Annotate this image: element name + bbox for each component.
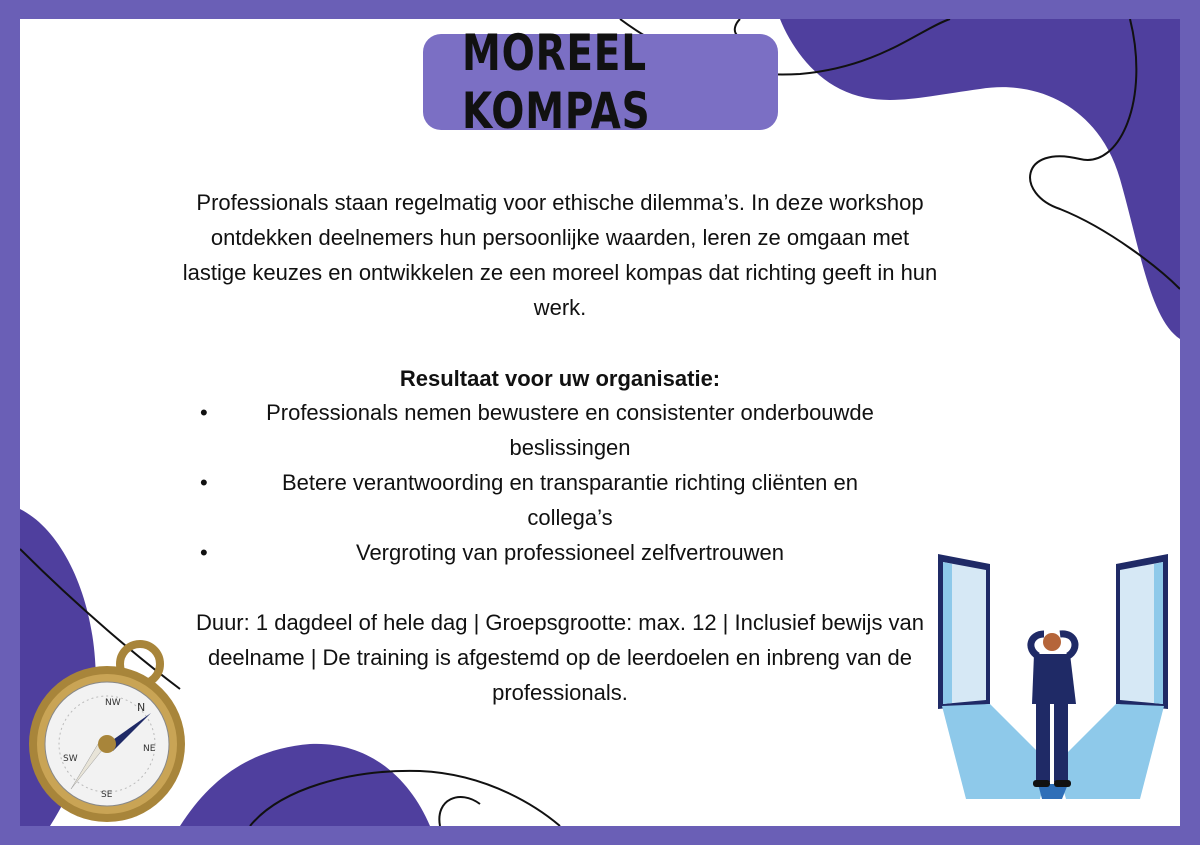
bottom-center-blob bbox=[180, 744, 430, 826]
list-item-text: Vergroting van professioneel zelfvertrouwen bbox=[355, 540, 785, 565]
bullet-icon: • bbox=[200, 400, 208, 425]
flyer-card bbox=[20, 19, 1180, 826]
results-list bbox=[180, 395, 940, 570]
compass-letter-sw: SW bbox=[63, 754, 78, 764]
list-item bbox=[180, 535, 940, 570]
compass-letter-se: SE bbox=[101, 790, 113, 800]
list-item bbox=[180, 465, 940, 535]
results-heading: Resultaat voor uw organisatie: bbox=[399, 366, 721, 391]
person-crossroads-icon bbox=[930, 554, 1175, 824]
compass-icon bbox=[25, 639, 195, 824]
compass-letter-nw: NW bbox=[105, 698, 121, 708]
details-paragraph: Duur: 1 dagdeel of hele dag | Groepsgrootte: max. 12 | Inclusief bewijs van deelname | De training is afgestemd op de leerdoelen en inbreng van de professionals. bbox=[195, 610, 925, 705]
list-item-text: Professionals nemen bewustere en consistenter onderbouwde beslissingen bbox=[266, 400, 874, 460]
list-item bbox=[180, 395, 940, 465]
bullet-icon: • bbox=[200, 540, 208, 565]
bullet-icon: • bbox=[200, 470, 208, 495]
compass-letter-ne: NE bbox=[143, 744, 156, 754]
page-title: MOREEL KOMPAS bbox=[462, 24, 651, 140]
list-item-text: Betere verantwoording en transparantie richting cliënten en collega’s bbox=[281, 470, 859, 530]
decorative-line-bottom-loop bbox=[439, 797, 480, 826]
compass-letter-n: N bbox=[137, 701, 146, 714]
intro-paragraph: Professionals staan regelmatig voor ethische dilemma’s. In deze workshop ontdekken deelnemers hun persoonlijke waarden, leren ze omgaan met lastige keuzes en ontwikkelen ze een moreel kompas dat richting geeft in hun werk. bbox=[182, 190, 938, 320]
title-box bbox=[423, 24, 778, 140]
